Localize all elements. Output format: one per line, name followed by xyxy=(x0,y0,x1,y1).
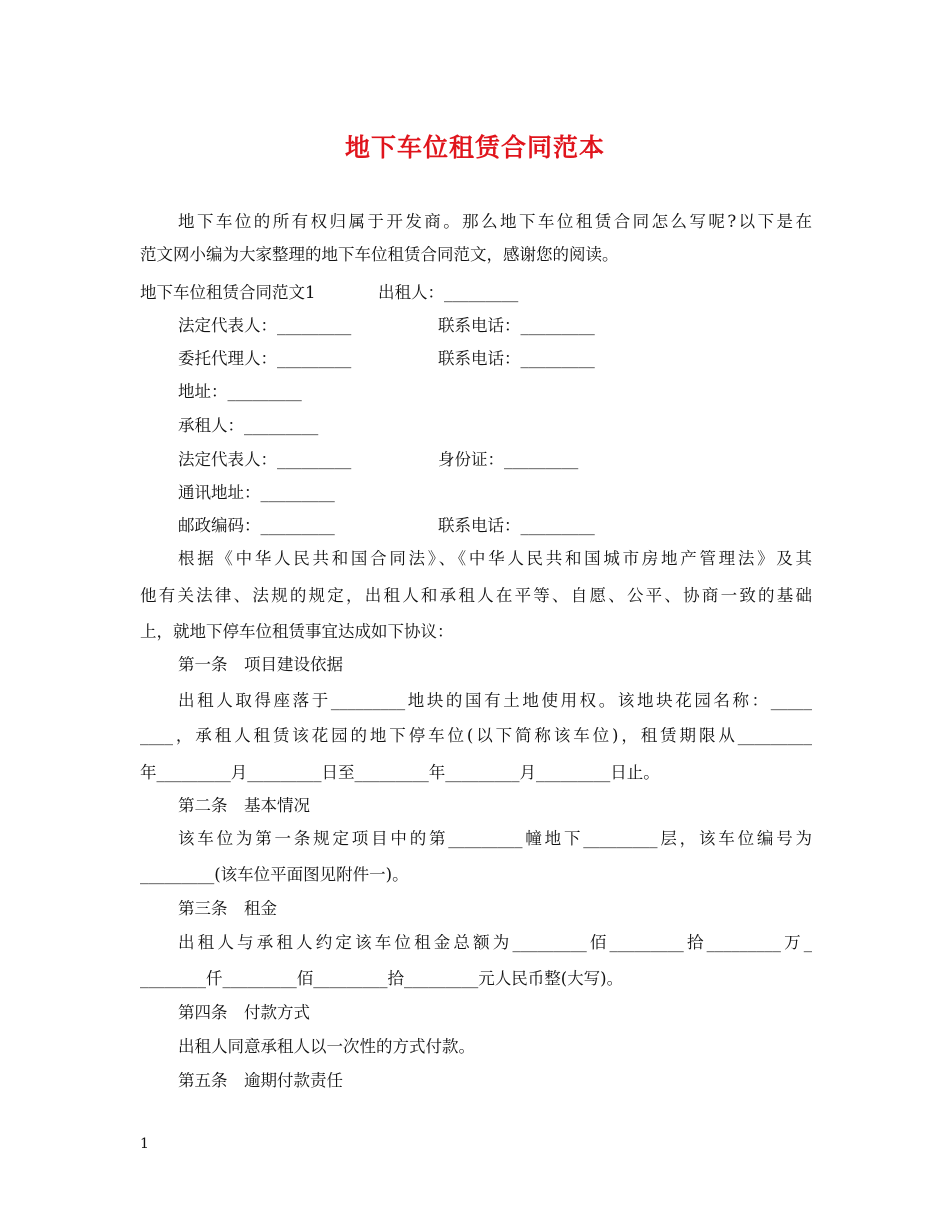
document-title: 地下车位租赁合同范本 xyxy=(344,133,605,162)
text-line: 出租人与承租人约定该车位租金总额为_________佰_________拾_________万_ xyxy=(178,933,812,952)
text-line: 承租人：_________ xyxy=(178,416,319,435)
text-line: ________仟_________佰_________拾_________元人民币整(大写)。 xyxy=(140,969,624,988)
text-line: ____，承租人租赁该花园的地下停车位(以下简称该车位)，租赁期限从_________ xyxy=(140,726,812,745)
text-line: 该车位为第一条规定项目中的第_________幢地下_________层，该车位编号为 xyxy=(178,829,812,848)
text-line: _________(该车位平面图见附件一)。 xyxy=(140,865,409,884)
article-heading: 第二条 基本情况 xyxy=(178,796,310,815)
text-line: 地下车位的所有权归属于开发商。那么地下车位租赁合同怎么写呢?以下是在 xyxy=(178,212,812,231)
text-line: 联系电话：_________ xyxy=(438,349,595,368)
text-line: 地址：_________ xyxy=(178,382,302,401)
page-number: 1 xyxy=(140,1136,149,1152)
text-line: 上，就地下停车位租赁事宜达成如下协议： xyxy=(140,622,454,641)
article-heading: 第三条 租金 xyxy=(178,899,277,918)
text-line: 年_________月_________日至_________年_________月_________日止。 xyxy=(140,763,660,782)
text-line: 范文网小编为大家整理的地下车位租赁合同范文，感谢您的阅读。 xyxy=(140,245,619,264)
text-line: 通讯地址：_________ xyxy=(178,483,335,502)
text-line: 根据《中华人民共和国合同法》、《中华人民共和国城市房地产管理法》及其 xyxy=(178,549,812,568)
text-line: 法定代表人：_________ xyxy=(178,450,352,469)
text-line: 地下车位租赁合同范文1 xyxy=(140,283,316,302)
text-line: 法定代表人：_________ xyxy=(178,316,352,335)
text-line: 邮政编码：_________ xyxy=(178,516,335,535)
text-line: 委托代理人：_________ xyxy=(178,349,352,368)
text-line: 联系电话：_________ xyxy=(438,316,595,335)
article-heading: 第四条 付款方式 xyxy=(178,1003,310,1022)
text-line: 联系电话：_________ xyxy=(438,516,595,535)
text-line: 身份证：_________ xyxy=(438,450,579,469)
text-line: 出租人：_________ xyxy=(378,283,519,302)
text-line: 出租人取得座落于_________地块的国有土地使用权。该地块花园名称：_____ xyxy=(178,691,812,710)
text-line: 他有关法律、法规的规定，出租人和承租人在平等、自愿、公平、协商一致的基础 xyxy=(140,586,812,605)
article-heading: 第五条 逾期付款责任 xyxy=(178,1071,343,1090)
article-heading: 第一条 项目建设依据 xyxy=(178,655,343,674)
text-line: 出租人同意承租人以一次性的方式付款。 xyxy=(178,1037,475,1056)
